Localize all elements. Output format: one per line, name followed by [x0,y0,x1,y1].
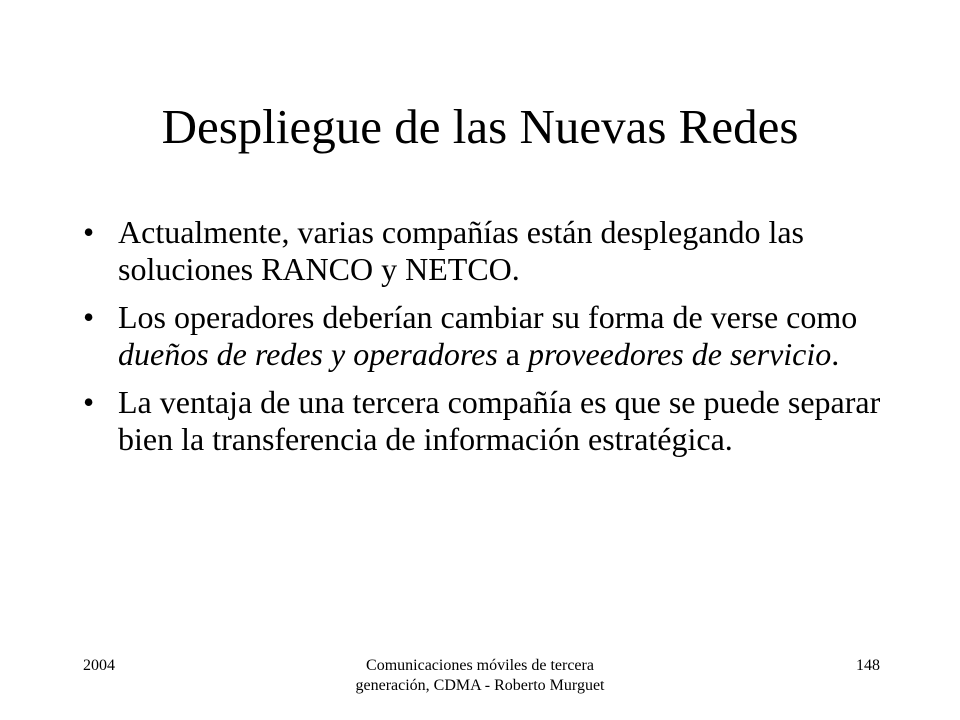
bullet-text-segment: a [497,336,528,372]
bullet-text-segment: . [831,336,840,372]
bullet-item [83,384,883,458]
bullet-item [83,299,883,373]
footer-date: 2004 [83,657,115,674]
bullet-text-segment: Actualmente, varias compañías están desplegando las soluciones RANCO y NETCO. [118,214,804,287]
bullet-text [118,299,857,372]
bullet-marker: • [83,299,95,335]
bullet-marker: • [83,214,95,250]
bullet-text-segment: La ventaja de una tercera compañía es que se puede separar bien la transferencia de información estratégica. [118,384,881,457]
bullet-list [83,214,883,469]
bullet-text-emphasis: proveedores de servicio [527,336,832,372]
slide-title: Despliegue de las Nuevas Redes [161,99,799,154]
bullet-text [118,214,804,287]
bullet-marker: • [83,384,95,420]
footer-title: Comunicaciones móviles de tercera generación, CDMA - Roberto Murguet [355,657,605,694]
page-number: 148 [856,657,880,674]
bullet-text [118,384,880,457]
bullet-text-emphasis: dueños de redes y operadores [118,336,498,372]
bullet-text-segment: Los operadores deberían cambiar su forma de verse como [118,299,858,335]
bullet-item [83,214,883,288]
